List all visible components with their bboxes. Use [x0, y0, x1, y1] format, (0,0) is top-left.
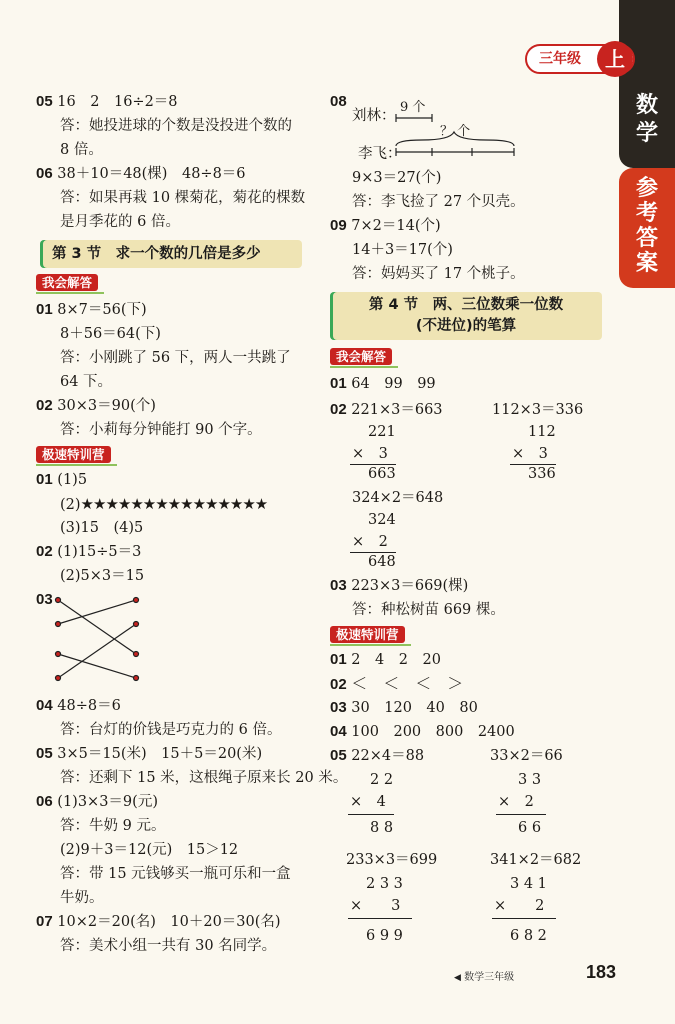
r08-lifei: 李飞：	[358, 146, 402, 162]
c02-eq3: 324×2＝648	[352, 490, 444, 506]
r09-text1: 7×2＝14(个)	[351, 218, 441, 234]
c02-v2-mul: × 3	[512, 446, 548, 462]
grade-text: 三年级	[539, 51, 581, 67]
subject-label	[619, 92, 675, 148]
b03-number: 03	[36, 591, 53, 608]
d02-number: 02	[330, 676, 347, 693]
b06-line5: 牛奶。	[60, 890, 104, 906]
page-number: 183	[586, 962, 617, 982]
b01-text1: (1)5	[57, 472, 88, 488]
d05-v4-res: 6 8 2	[510, 928, 547, 944]
b06-text1: (1)3×3＝9(元)	[57, 794, 158, 810]
d05-eq1: 22×4＝88	[351, 748, 425, 764]
d05-v3-mul: × 3	[350, 898, 401, 914]
d03-text1: 30 120 40 80	[351, 700, 478, 716]
b04-line2: 答：台灯的价钱是巧克力的 6 倍。	[60, 722, 282, 738]
d01-text1: 2 4 2 20	[351, 652, 441, 668]
b05-number: 05	[36, 745, 53, 762]
c02-v3-mul: × 2	[352, 534, 388, 550]
star-row: ★★★★★★★★★★★★★★★	[80, 495, 268, 513]
d05-v1-top: 2 2	[370, 772, 394, 788]
c03-number: 03	[330, 577, 347, 594]
r09-number: 09	[330, 217, 347, 234]
d05-v1-res: 8 8	[370, 820, 394, 836]
side-tab	[619, 0, 675, 1024]
c02-v3-top: 324	[368, 512, 396, 528]
c02-v1-top: 221	[368, 424, 396, 440]
d05-v3-rule	[348, 918, 412, 919]
b07-line1	[36, 912, 281, 932]
b02-line1	[36, 542, 141, 562]
b06-line1	[36, 792, 158, 812]
section-3-title: 第 3 节 求一个数的几倍是多少	[40, 240, 302, 268]
q05-number: 05	[36, 93, 53, 110]
a02-line2: 答：小莉每分钟能打 90 个字。	[60, 422, 262, 438]
d01-number: 01	[330, 651, 347, 668]
d03-number: 03	[330, 699, 347, 716]
c03-text1: 223×3＝669(棵)	[351, 578, 469, 594]
q06-line2: 答：如果再栽 10 棵菊花，菊花的棵数	[60, 190, 306, 206]
tag-jisutexunying-right: 极速特训营	[330, 626, 405, 643]
d04-text1: 100 200 800 2400	[351, 724, 515, 740]
b06-line3: (2)9＋3＝12(元) 15＞12	[60, 842, 239, 858]
b06-number: 06	[36, 793, 53, 810]
footer-book: 数学三年级	[464, 972, 515, 983]
section-4-title-line1: 第 4 节 两、三位数乘一位数	[368, 297, 564, 313]
r08-num: 08	[330, 93, 347, 110]
r08-line1: 9×3＝27(个)	[352, 170, 442, 186]
b01-line1	[36, 470, 87, 490]
d05-v2-rule	[496, 814, 546, 815]
d05-number: 05	[330, 747, 347, 764]
d05-v2-mul: × 2	[498, 794, 534, 810]
triangle-left-icon: ◀	[454, 973, 461, 983]
r08-nine: 9 个	[400, 100, 426, 115]
b05-text1: 3×5＝15(米) 15＋5＝20(米)	[57, 746, 263, 762]
section-4-title-line2: (不进位)的笔算	[415, 318, 517, 334]
r08-question: ？ 个	[440, 124, 471, 139]
a01-line2: 8＋56＝64(下)	[60, 326, 161, 342]
b01-number: 01	[36, 471, 53, 488]
r08-number	[330, 92, 347, 112]
q06-text1: 38＋10＝48(棵) 48÷8＝6	[57, 166, 246, 182]
a02-number: 02	[36, 397, 53, 414]
c01-text1: 64 99 99	[351, 376, 436, 392]
b04-line1	[36, 696, 121, 716]
d05-v4-rule	[492, 918, 556, 919]
b05-line1	[36, 744, 262, 764]
a02-text1: 30×3＝90(个)	[57, 398, 156, 414]
b01-prefix: (2)	[60, 497, 81, 513]
d05-v4-top: 3 4 1	[510, 876, 547, 892]
b04-number: 04	[36, 697, 53, 714]
d01-line1	[330, 650, 441, 670]
d05-eq3: 233×3＝699	[346, 852, 438, 868]
c01-line1	[330, 374, 436, 394]
d05-v2-res: 6 6	[518, 820, 542, 836]
b04-text1: 48÷8＝6	[57, 698, 121, 714]
b05-line2: 答：还剩下 15 米，这根绳子原来长 20 米。	[60, 770, 348, 786]
r08-line2: 答：李飞捡了 27 个贝壳。	[352, 194, 525, 210]
answers-label	[619, 176, 675, 276]
d05-v3-top: 2 3 3	[366, 876, 403, 892]
r09-line1	[330, 216, 441, 236]
d04-number: 04	[330, 723, 347, 740]
tag-wohuijieda-right: 我会解答	[330, 348, 392, 365]
q06-number: 06	[36, 165, 53, 182]
d02-text1: ＜ ＜ ＜ ＞	[351, 674, 464, 693]
q05-text1: 16 2 16÷2＝8	[57, 94, 178, 110]
q05-line1	[36, 92, 178, 112]
c02-v2-res: 336	[528, 466, 556, 482]
a02-line1	[36, 396, 156, 416]
b02-number: 02	[36, 543, 53, 560]
d05-eq1-line	[330, 746, 424, 766]
q06-line1	[36, 164, 246, 184]
a01-number: 01	[36, 301, 53, 318]
c02-eq2: 112×3＝336	[492, 402, 584, 418]
d05-v1-mul: × 4	[350, 794, 386, 810]
d05-v2-top: 3 3	[518, 772, 542, 788]
r08-liulin: 刘林：	[352, 108, 396, 124]
b06-line4: 答：带 15 元钱够买一瓶可乐和一盒	[60, 866, 291, 882]
c02-v1-res: 663	[368, 466, 396, 482]
q05-line2: 答：她投进球的个数是没投进个数的	[60, 118, 292, 134]
c01-number: 01	[330, 375, 347, 392]
d03-line1	[330, 698, 478, 718]
matching-lines-diagram	[50, 592, 150, 694]
d02-line1	[330, 674, 463, 695]
c02-v1-mul: × 3	[352, 446, 388, 462]
r09-line3: 答：妈妈买了 17 个桃子。	[352, 266, 525, 282]
q06-line3: 是月季花的 6 倍。	[60, 214, 180, 230]
b06-line2: 答：牛奶 9 元。	[60, 818, 166, 834]
c03-line2: 答：种松树苗 669 棵。	[352, 602, 505, 618]
r09-line2: 14＋3＝17(个)	[352, 242, 453, 258]
a01-line3: 答：小刚跳了 56 下，两人一共跳了	[60, 350, 291, 366]
d05-v3-res: 6 9 9	[366, 928, 403, 944]
a01-line4: 64 下。	[60, 374, 113, 390]
d05-v1-rule	[348, 814, 394, 815]
c02-v2-top: 112	[528, 424, 556, 440]
d04-line1	[330, 722, 515, 742]
c02-eq1: 221×3＝663	[351, 402, 443, 418]
d05-eq2: 33×2＝66	[490, 748, 563, 764]
d05-v4-mul: × 2	[494, 898, 545, 914]
c02-number: 02	[330, 401, 347, 418]
c02-v3-res: 648	[368, 554, 396, 570]
b01-line2	[60, 494, 267, 515]
b07-text1: 10×2＝20(名) 10＋20＝30(名)	[57, 914, 281, 930]
c03-line1	[330, 576, 468, 596]
d05-eq4: 341×2＝682	[490, 852, 582, 868]
a01-line1	[36, 300, 147, 320]
a01-text1: 8×7＝56(下)	[57, 302, 147, 318]
volume-badge: 上	[597, 41, 633, 77]
tag-jisutexunying: 极速特训营	[36, 446, 111, 463]
b07-line2: 答：美术小组一共有 30 名同学。	[60, 938, 277, 954]
b07-number: 07	[36, 913, 53, 930]
answers-text: 参考答案	[635, 176, 658, 276]
q05-line3: 8 倍。	[60, 142, 103, 158]
b02-text1: (1)15÷5＝3	[57, 544, 142, 560]
subject-text: 数学	[635, 93, 658, 146]
footer	[454, 968, 514, 983]
c02-eq1-line	[330, 400, 443, 420]
b02-line2: (2)5×3＝15	[60, 568, 145, 584]
b01-line3: (3)15 (4)5	[60, 520, 144, 536]
tag-wohuijieda: 我会解答	[36, 274, 98, 291]
section-4-title	[330, 292, 602, 340]
